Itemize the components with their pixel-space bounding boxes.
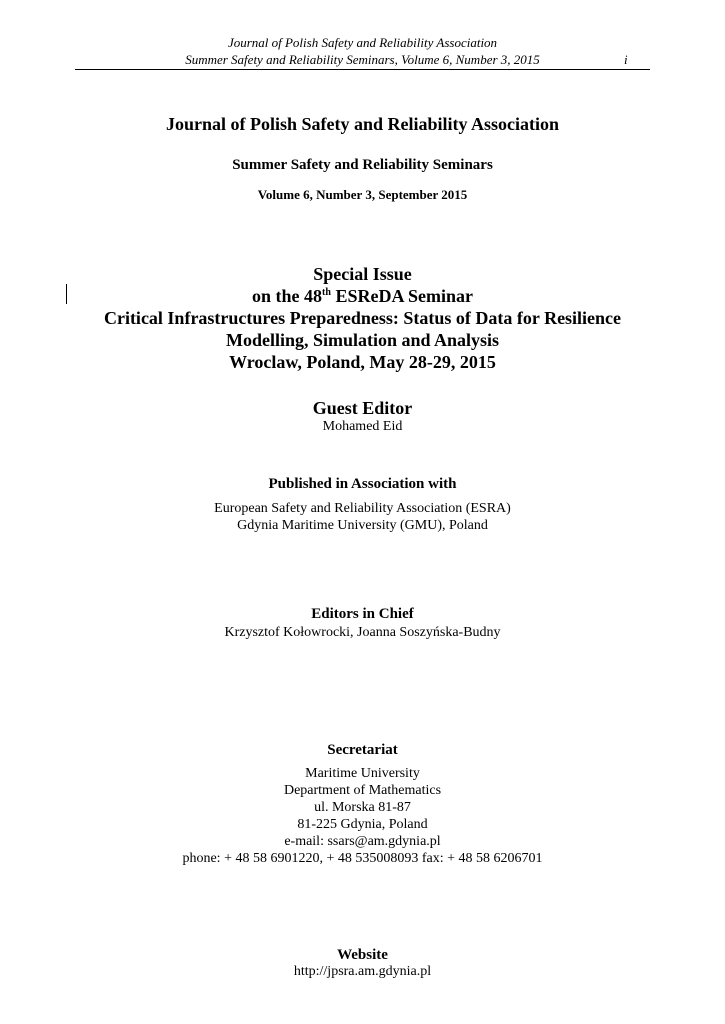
seminar-ordinal-suffix: th (322, 287, 331, 298)
seminar-title-line1: Critical Infrastructures Preparedness: Status of Data for Resilience (103, 308, 622, 328)
secretariat-university: Maritime University (305, 766, 420, 781)
seminar-name: ESReDA Seminar (330, 286, 473, 306)
association-org-esra: European Safety and Reliability Association (ESRA) (214, 501, 511, 516)
series-title: Summer Safety and Reliability Seminars (232, 157, 493, 173)
secretariat-city: 81-225 Gdynia, Poland (297, 817, 428, 832)
editors-heading: Editors in Chief (311, 606, 414, 622)
journal-title: Journal of Polish Safety and Reliability Association (165, 114, 560, 134)
association-org-gmu: Gdynia Maritime University (GMU), Poland (237, 518, 488, 533)
header-rule (75, 69, 650, 70)
secretariat-phone: phone: + 48 58 6901220, + 48 535008093 fax: + 48 58 6206701 (182, 851, 543, 866)
website-heading: Website (337, 947, 388, 963)
seminar-title-line2: Modelling, Simulation and Analysis (225, 330, 500, 350)
guest-editor-name: Mohamed Eid (322, 419, 403, 434)
secretariat-heading: Secretariat (327, 742, 398, 758)
guest-editor-heading: Guest Editor (312, 398, 413, 418)
running-header-journal: Journal of Polish Safety and Reliability Association (227, 35, 498, 50)
website-url[interactable]: http://jpsra.am.gdynia.pl (293, 964, 432, 979)
association-heading: Published in Association with (268, 476, 457, 492)
secretariat-email: e-mail: ssars@am.gdynia.pl (284, 834, 441, 849)
secretariat-street: ul. Morska 81-87 (314, 800, 411, 815)
seminar-line (0, 285, 725, 307)
seminar-prefix: on the 48 (252, 286, 323, 306)
editors-names: Krzysztof Kołowrocki, Joanna Soszyńska-Budny (224, 625, 501, 640)
seminar-place-date: Wroclaw, Poland, May 28-29, 2015 (229, 352, 496, 372)
page-number: i (624, 52, 628, 67)
running-header-volume: Summer Safety and Reliability Seminars, Volume 6, Number 3, 2015 (185, 52, 540, 67)
secretariat-department: Department of Mathematics (283, 783, 442, 798)
special-issue-heading: Special Issue (313, 264, 412, 284)
volume-info: Volume 6, Number 3, September 2015 (257, 187, 468, 202)
